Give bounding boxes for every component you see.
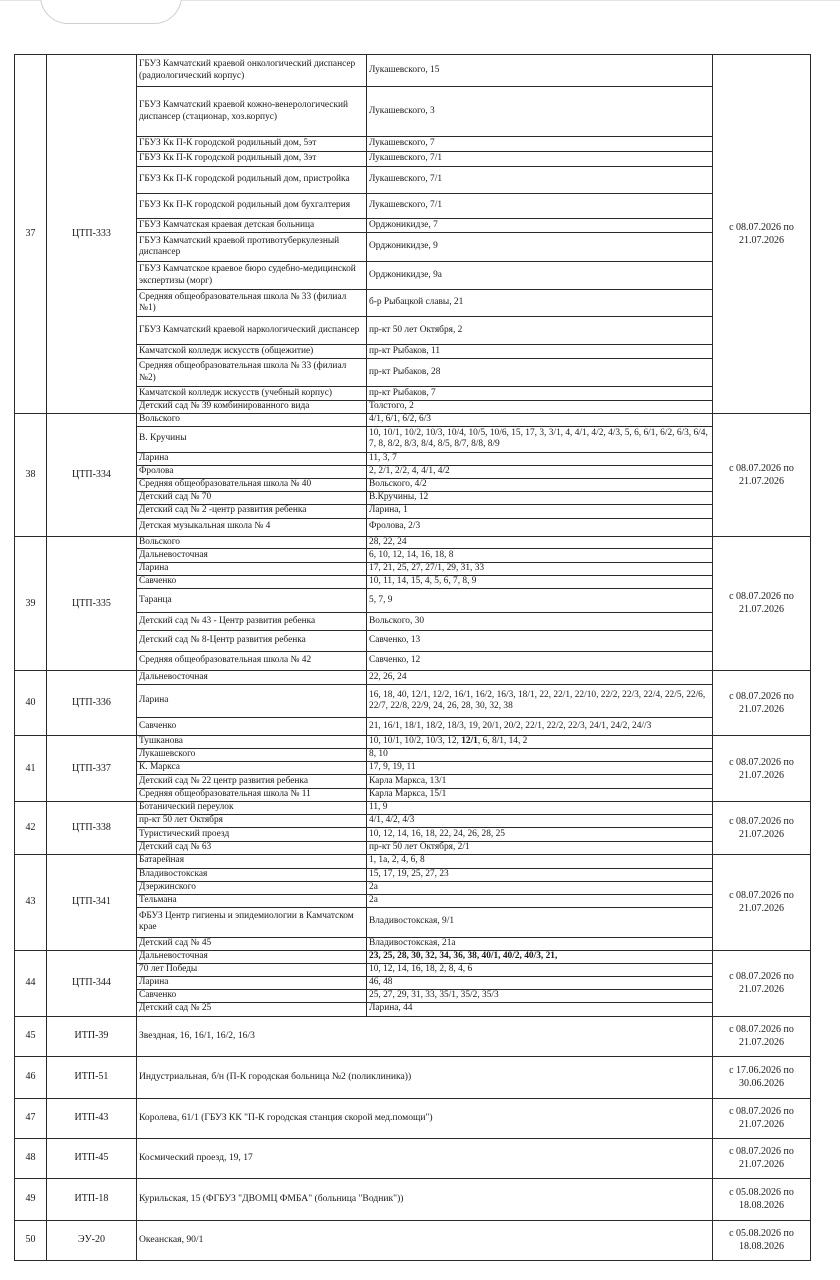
station-code: ЦТП-341 bbox=[47, 854, 137, 950]
object-name: Камчатской колледж искусств (общежитие) bbox=[137, 345, 367, 359]
station-code: ИТП-18 bbox=[47, 1178, 137, 1220]
address: Владивостокская, 21а bbox=[367, 937, 713, 950]
address: Лукашевского, 3 bbox=[367, 87, 713, 137]
address: 5, 7, 9 bbox=[367, 589, 713, 613]
address: 21, 16/1, 18/1, 18/2, 18/3, 19, 20/1, 20/2, 22/1, 22/2, 22/3, 24/1, 24/2, 24//3 bbox=[367, 718, 713, 736]
object-name: Савченко bbox=[137, 989, 367, 1002]
address: Ларина, 1 bbox=[367, 504, 713, 518]
address: пр-кт Рыбаков, 28 bbox=[367, 359, 713, 387]
address: 25, 27, 29, 31, 33, 35/1, 35/2, 35/3 bbox=[367, 989, 713, 1002]
table-row bbox=[15, 854, 811, 868]
schedule-table bbox=[14, 54, 811, 1261]
object-name: Фролова bbox=[137, 465, 367, 478]
object-name: Детский сад № 25 bbox=[137, 1002, 367, 1016]
address: 17, 9, 19, 11 bbox=[367, 762, 713, 775]
period-cell: с 08.07.2026 по 21.07.2026 bbox=[713, 413, 811, 536]
object-name: ГБУЗ Камчатский краевой кожно-венерологический диспансер (стационар, хоз.корпус) bbox=[137, 87, 367, 137]
station-code: ИТП-45 bbox=[47, 1138, 137, 1178]
address: Карла Маркса, 15/1 bbox=[367, 789, 713, 802]
station-code: ИТП-43 bbox=[47, 1098, 137, 1138]
object-name: Камчатской колледж искусств (учебный корпус) bbox=[137, 387, 367, 401]
address: 10, 10/1, 10/2, 10/3, 12, 12/1, 6, 8/1, 14, 2 bbox=[367, 736, 713, 749]
table-row bbox=[15, 802, 811, 815]
address: Лукашевского, 7/1 bbox=[367, 167, 713, 194]
table-row bbox=[15, 536, 811, 549]
period-cell: с 08.07.2026 по 21.07.2026 bbox=[713, 1138, 811, 1178]
object-name: Тушканова bbox=[137, 736, 367, 749]
address-full: Индустриальная, б/н (П-К городская больница №2 (поликлиника)) bbox=[137, 1056, 713, 1098]
address: 10, 11, 14, 15, 4, 5, 6, 7, 8, 9 bbox=[367, 576, 713, 589]
address: Вольского, 30 bbox=[367, 613, 713, 631]
address: 4/1, 6/1, 6/2, 6/3 bbox=[367, 413, 713, 426]
object-name: Таранца bbox=[137, 589, 367, 613]
table-row bbox=[15, 671, 811, 685]
object-name: Ларина bbox=[137, 685, 367, 718]
table-row bbox=[15, 1178, 811, 1220]
object-name: Детский сад № 70 bbox=[137, 491, 367, 504]
period-cell: с 08.07.2026 по 21.07.2026 bbox=[713, 950, 811, 1016]
address: 10, 12, 14, 16, 18, 22, 24, 26, 28, 25 bbox=[367, 828, 713, 842]
table-row bbox=[15, 950, 811, 963]
row-number: 38 bbox=[15, 413, 47, 536]
object-name: ФБУЗ Центр гигиены и эпидемиологии в Камчатском крае bbox=[137, 907, 367, 937]
object-name: Средняя общеобразовательная школа № 40 bbox=[137, 478, 367, 491]
object-name: Средняя общеобразовательная школа № 33 (филиал №2) bbox=[137, 359, 367, 387]
row-number: 40 bbox=[15, 671, 47, 736]
row-number: 43 bbox=[15, 854, 47, 950]
address: Ларина, 44 bbox=[367, 1002, 713, 1016]
object-name: Дальневосточная bbox=[137, 671, 367, 685]
address: 16, 18, 40, 12/1, 12/2, 16/1, 16/2, 16/3, 18/1, 22, 22/1, 22/10, 22/2, 22/3, 22/4, 22/5, 22/6, 22/7, 22/8, 22/9, 24, 26, 28, 30, 32, 38 bbox=[367, 685, 713, 718]
period-cell: с 08.07.2026 по 21.07.2026 bbox=[713, 1098, 811, 1138]
object-name: ГБУЗ Кк П-К городской родильный дом, 3эт bbox=[137, 152, 367, 167]
object-name: ГБУЗ Кк П-К городской родильный дом, 5эт bbox=[137, 137, 367, 152]
schedule-table-body bbox=[15, 55, 811, 1261]
period-cell: с 08.07.2026 по 21.07.2026 bbox=[713, 536, 811, 671]
address: б-р Рыбацкой славы, 21 bbox=[367, 290, 713, 317]
period-cell: с 05.08.2026 по 18.08.2026 bbox=[713, 1220, 811, 1260]
object-name: Детский сад № 43 - Центр развития ребенка bbox=[137, 613, 367, 631]
address: 2а bbox=[367, 894, 713, 907]
row-number: 48 bbox=[15, 1138, 47, 1178]
address: 4/1, 4/2, 4/3 bbox=[367, 815, 713, 828]
address: Лукашевского, 7/1 bbox=[367, 152, 713, 167]
station-code: ЦТП-336 bbox=[47, 671, 137, 736]
address-full: Звездная, 16, 16/1, 16/2, 16/3 bbox=[137, 1016, 713, 1056]
station-code: ИТП-51 bbox=[47, 1056, 137, 1098]
object-name: Савченко bbox=[137, 718, 367, 736]
address: Фролова, 2/3 bbox=[367, 518, 713, 536]
object-name: Детская музыкальная школа № 4 bbox=[137, 518, 367, 536]
object-name: Средняя общеобразовательная школа № 42 bbox=[137, 652, 367, 671]
address: 11, 9 bbox=[367, 802, 713, 815]
row-number: 47 bbox=[15, 1098, 47, 1138]
period-cell: с 08.07.2026 по 21.07.2026 bbox=[713, 854, 811, 950]
object-name: Детский сад № 45 bbox=[137, 937, 367, 950]
address: Лукашевского, 7 bbox=[367, 137, 713, 152]
address: В.Кручины, 12 bbox=[367, 491, 713, 504]
object-name: Савченко bbox=[137, 576, 367, 589]
object-name: Дальневосточная bbox=[137, 549, 367, 563]
object-name: ГБУЗ Камчатский краевой онкологический диспансер (радиологический корпус) bbox=[137, 55, 367, 87]
address: 2, 2/1, 2/2, 4, 4/1, 4/2 bbox=[367, 465, 713, 478]
table-row bbox=[15, 1098, 811, 1138]
address: 15, 17, 19, 25, 27, 23 bbox=[367, 868, 713, 881]
object-name: ГБУЗ Камчатский краевой противотуберкулезный диспансер bbox=[137, 233, 367, 262]
object-name: К. Маркса bbox=[137, 762, 367, 775]
address: Орджоникидзе, 9 bbox=[367, 233, 713, 262]
period-cell: с 08.07.2026 по 21.07.2026 bbox=[713, 671, 811, 736]
address: Толстого, 2 bbox=[367, 401, 713, 414]
row-number: 41 bbox=[15, 736, 47, 802]
row-number: 37 bbox=[15, 55, 47, 414]
address: пр-кт 50 лет Октября, 2/1 bbox=[367, 842, 713, 855]
row-number: 42 bbox=[15, 802, 47, 855]
object-name: Средняя общеобразовательная школа № 11 bbox=[137, 789, 367, 802]
address: 11, 3, 7 bbox=[367, 452, 713, 465]
station-code: ЦТП-337 bbox=[47, 736, 137, 802]
address: пр-кт Рыбаков, 11 bbox=[367, 345, 713, 359]
object-name: Вольского bbox=[137, 536, 367, 549]
object-name: Ларина bbox=[137, 563, 367, 576]
address-full: Королева, 61/1 (ГБУЗ КК "П-К городская станция скорой мед.помощи") bbox=[137, 1098, 713, 1138]
address: Орджоникидзе, 7 bbox=[367, 219, 713, 233]
table-row bbox=[15, 1138, 811, 1178]
row-number: 50 bbox=[15, 1220, 47, 1260]
address: Лукашевского, 15 bbox=[367, 55, 713, 87]
table-row bbox=[15, 736, 811, 749]
object-name: ГБУЗ Кк П-К городской родильный дом, пристройка bbox=[137, 167, 367, 194]
station-code: ЦТП-338 bbox=[47, 802, 137, 855]
period-cell: с 08.07.2026 по 21.07.2026 bbox=[713, 55, 811, 414]
object-name: Владивостокская bbox=[137, 868, 367, 881]
period-cell: с 05.08.2026 по 18.08.2026 bbox=[713, 1178, 811, 1220]
object-name: Батарейная bbox=[137, 854, 367, 868]
address: 8, 10 bbox=[367, 749, 713, 762]
address: 46, 48 bbox=[367, 976, 713, 989]
object-name: Туристический проезд bbox=[137, 828, 367, 842]
address: 23, 25, 28, 30, 32, 34, 36, 38, 40/1, 40/2, 40/3, 21, bbox=[367, 950, 713, 963]
table-row bbox=[15, 55, 811, 87]
object-name: В. Кручины bbox=[137, 426, 367, 452]
address: 17, 21, 25, 27, 27/1, 29, 31, 33 bbox=[367, 563, 713, 576]
object-name: 70 лет Победы bbox=[137, 963, 367, 976]
object-name: Детский сад № 63 bbox=[137, 842, 367, 855]
object-name: ГБУЗ Камчатская краевая детская больница bbox=[137, 219, 367, 233]
object-name: Ларина bbox=[137, 452, 367, 465]
row-number: 45 bbox=[15, 1016, 47, 1056]
object-name: Средняя общеобразовательная школа № 33 (филиал №1) bbox=[137, 290, 367, 317]
station-code: ИТП-39 bbox=[47, 1016, 137, 1056]
row-number: 46 bbox=[15, 1056, 47, 1098]
object-name: Ботанический переулок bbox=[137, 802, 367, 815]
address: Лукашевского, 7/1 bbox=[367, 194, 713, 219]
station-code: ЦТП-333 bbox=[47, 55, 137, 414]
period-cell: с 08.07.2026 по 21.07.2026 bbox=[713, 736, 811, 802]
table-row bbox=[15, 413, 811, 426]
notch-tab bbox=[40, 0, 182, 24]
row-number: 44 bbox=[15, 950, 47, 1016]
station-code: ЦТП-344 bbox=[47, 950, 137, 1016]
address: Владивостокская, 9/1 bbox=[367, 907, 713, 937]
object-name: Дзержинского bbox=[137, 881, 367, 894]
address: 1, 1а, 2, 4, 6, 8 bbox=[367, 854, 713, 868]
address: 10, 12, 14, 16, 18, 2, 8, 4, 6 bbox=[367, 963, 713, 976]
row-number: 49 bbox=[15, 1178, 47, 1220]
address: 6, 10, 12, 14, 16, 18, 8 bbox=[367, 549, 713, 563]
address: Савченко, 12 bbox=[367, 652, 713, 671]
object-name: Детский сад № 39 комбинированного вида bbox=[137, 401, 367, 414]
address: 10, 10/1, 10/2, 10/3, 10/4, 10/5, 10/6, 15, 17, 3, 3/1, 4, 4/1, 4/2, 4/3, 5, 6, 6/1, 6/2, 6/3, 6/4, 7, 8, 8/2, 8/3, 8/4, 8/5, 8/7, 8/8, 8/9 bbox=[367, 426, 713, 452]
station-code: ЭУ-20 bbox=[47, 1220, 137, 1260]
row-number: 39 bbox=[15, 536, 47, 671]
address: 28, 22, 24 bbox=[367, 536, 713, 549]
address: Орджоникидзе, 9а bbox=[367, 262, 713, 290]
object-name: Дальневосточная bbox=[137, 950, 367, 963]
table-row bbox=[15, 1220, 811, 1260]
station-code: ЦТП-334 bbox=[47, 413, 137, 536]
address: Карла Маркса, 13/1 bbox=[367, 775, 713, 789]
object-name: пр-кт 50 лет Октября bbox=[137, 815, 367, 828]
address: пр-кт Рыбаков, 7 bbox=[367, 387, 713, 401]
period-cell: с 08.07.2026 по 21.07.2026 bbox=[713, 1016, 811, 1056]
address: 2а bbox=[367, 881, 713, 894]
object-name: Лукашевского bbox=[137, 749, 367, 762]
object-name: Детский сад № 22 центр развития ребенка bbox=[137, 775, 367, 789]
address-full: Курильская, 15 (ФГБУЗ "ДВОМЦ ФМБА" (больница "Водник")) bbox=[137, 1178, 713, 1220]
object-name: ГБУЗ Кк П-К городской родильный дом бухгалтерия bbox=[137, 194, 367, 219]
address: пр-кт 50 лет Октября, 2 bbox=[367, 317, 713, 345]
table-row bbox=[15, 1056, 811, 1098]
object-name: Детский сад № 8-Центр развития ребенка bbox=[137, 631, 367, 652]
object-name: Вольского bbox=[137, 413, 367, 426]
address: Савченко, 13 bbox=[367, 631, 713, 652]
object-name: ГБУЗ Камчатское краевое бюро судебно-медицинской экспертизы (морг) bbox=[137, 262, 367, 290]
object-name: Детский сад № 2 -центр развития ребенка bbox=[137, 504, 367, 518]
address-bold-part: 12/1 bbox=[461, 736, 478, 747]
address: 22, 26, 24 bbox=[367, 671, 713, 685]
object-name: ГБУЗ Камчатский краевой наркологический диспансер bbox=[137, 317, 367, 345]
address: Вольского, 4/2 bbox=[367, 478, 713, 491]
period-cell: с 17.06.2026 по 30.06.2026 bbox=[713, 1056, 811, 1098]
object-name: Тельмана bbox=[137, 894, 367, 907]
object-name: Ларина bbox=[137, 976, 367, 989]
table-row bbox=[15, 1016, 811, 1056]
period-cell: с 08.07.2026 по 21.07.2026 bbox=[713, 802, 811, 855]
station-code: ЦТП-335 bbox=[47, 536, 137, 671]
address-full: Космический проезд, 19, 17 bbox=[137, 1138, 713, 1178]
address-full: Океанская, 90/1 bbox=[137, 1220, 713, 1260]
